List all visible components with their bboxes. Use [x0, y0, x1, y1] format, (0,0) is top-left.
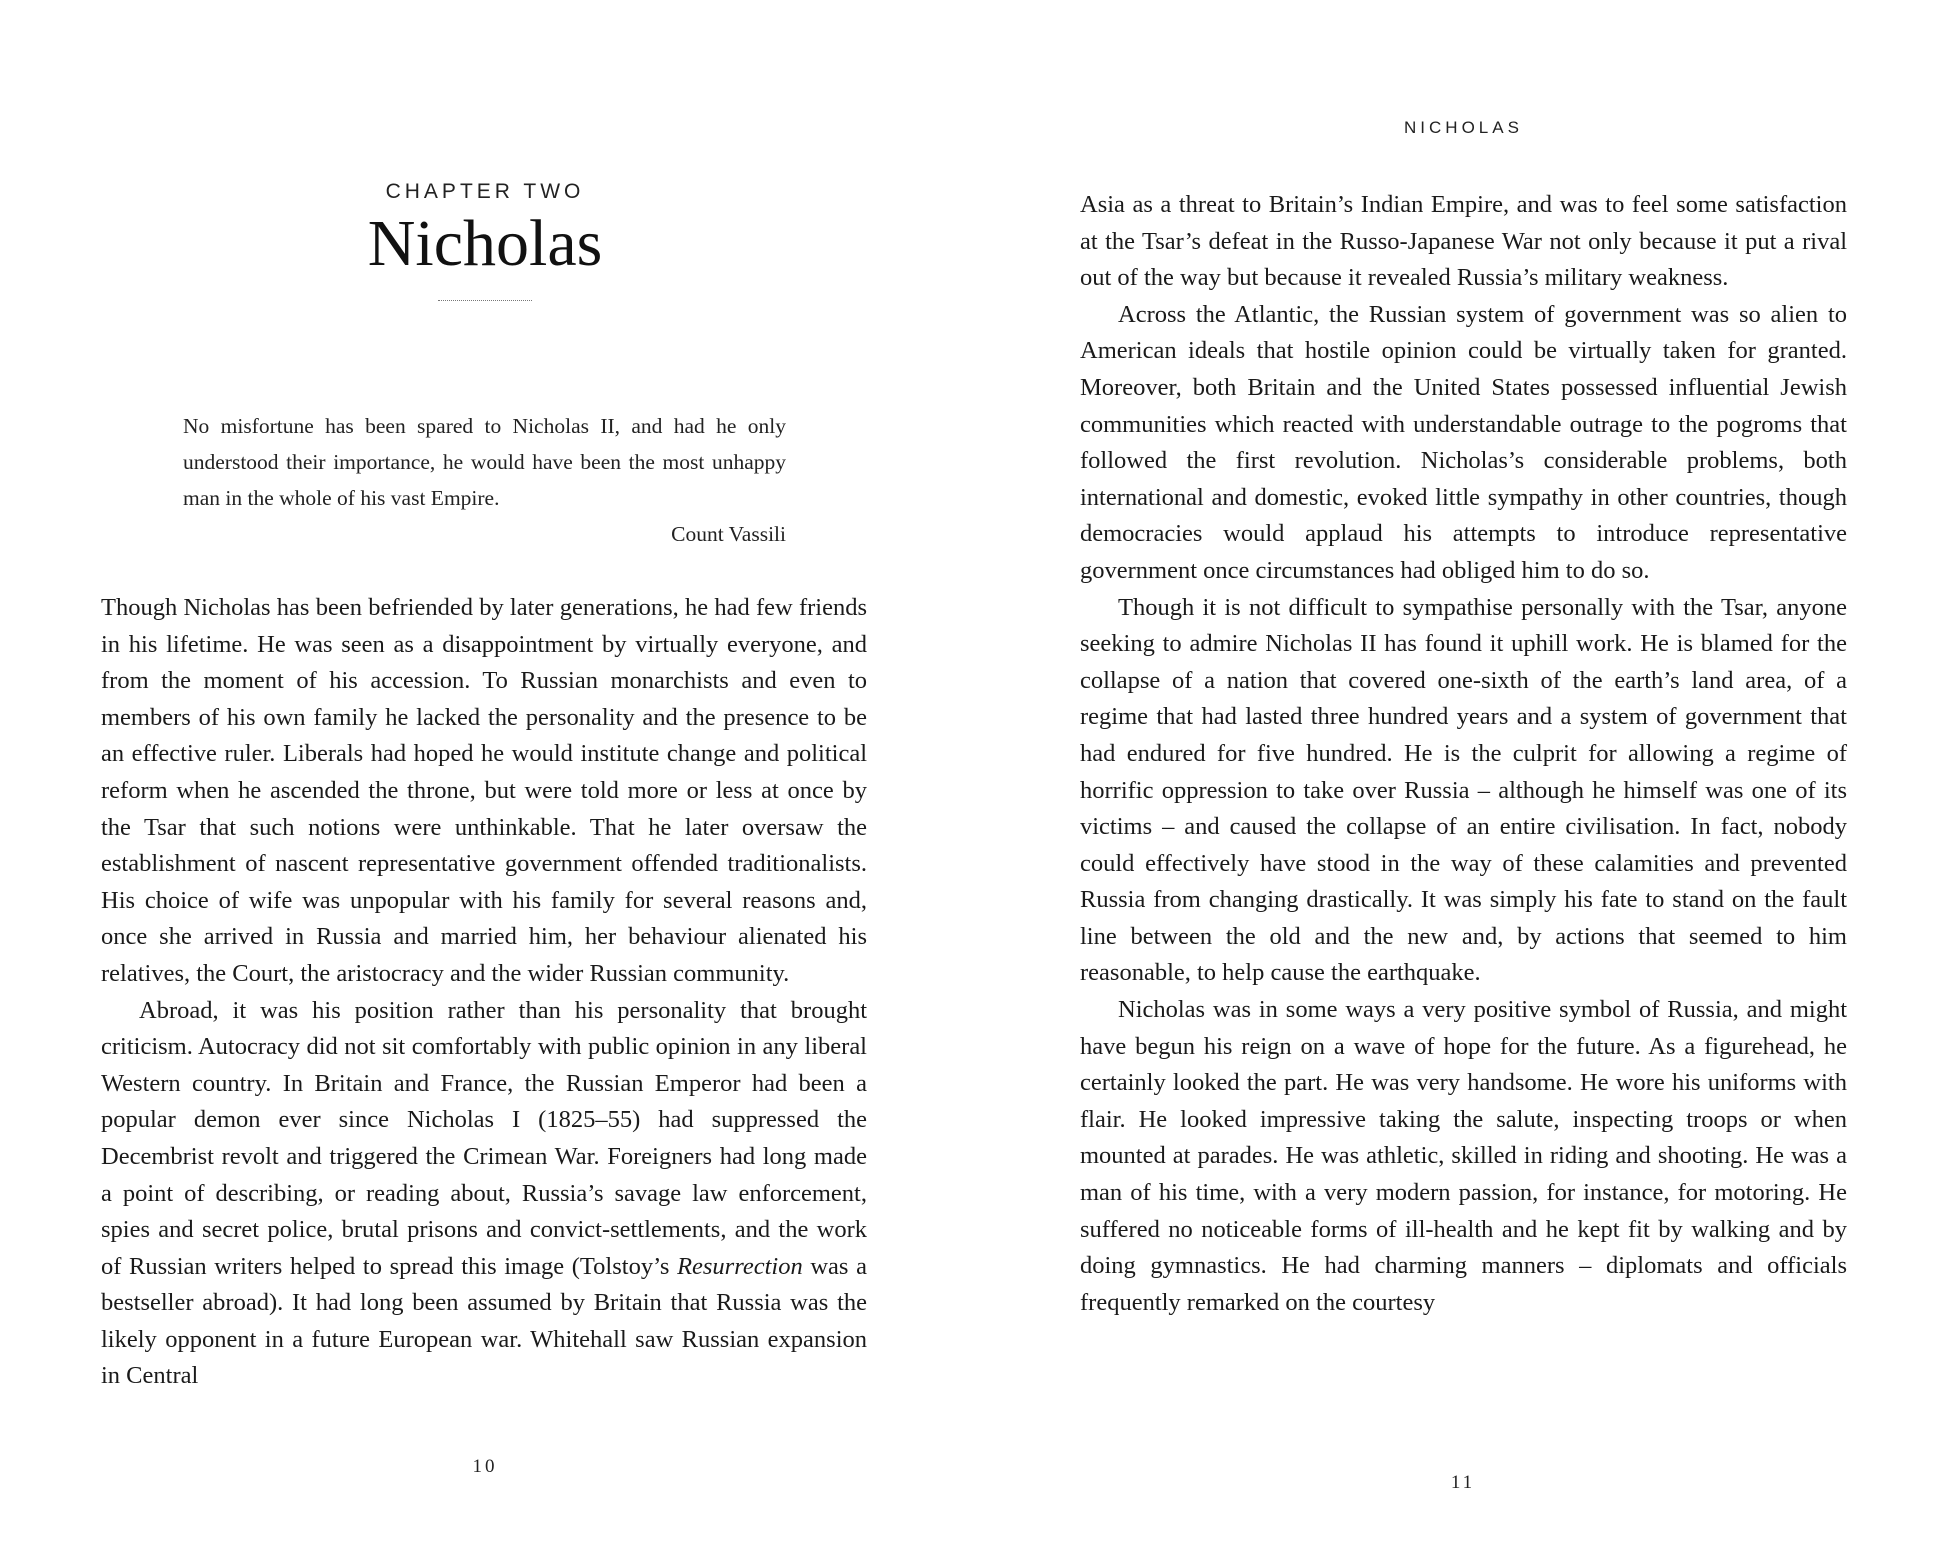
- page-number: 11: [1450, 1472, 1476, 1493]
- paragraph: Asia as a threat to Britain’s Indian Empire, and was to feel some satisfaction at the Tsar’s defeat in the Russo-Japanese War not only because it put a rival out of the way but because it revealed Russia’s military weakness.: [1080, 191, 1847, 292]
- paragraph: Though it is not difficult to sympathise personally with the Tsar, anyone seeking to admire Nicholas II has found it uphill work. He is blamed for the collapse of a nation that covered one-sixth of the earth’s land area, of a regime that had lasted three hundred years and a system of government that had endured for five hundred. He is the culprit for allowing a regime of horrific oppression to take over Russia – although he himself was one of its victims – and caused the collapse of an entire civilisation. In fact, nobody could effectively have stood in the way of these calamities and prevented Russia from changing drastically. It was simply his fate to stand on the fault line between the old and the new and, by actions that seemed to him reasonable, to help cause the earthquake.: [1080, 593, 1847, 987]
- paragraph: Though Nicholas has been befriended by later generations, he had few friends in his lifetime. He was seen as a disappointment by virtually everyone, and from the moment of his accession. To Russian monarchists and even to members of his own family he lacked the personality and the presence to be an effective ruler. Liberals had hoped he would institute change and political reform when he ascended the throne, but were told more or less at once by the Tsar that such notions were unthinkable. That he later oversaw the establishment of nascent representative government offended traditionalists. His choice of wife was unpopular with his family for several reasons and, once she arrived in Russia and married him, her behaviour alienated his relatives, the Court, the aristocracy and the wider Russian community.: [101, 594, 867, 987]
- epigraph-attribution: Count Vassili: [671, 522, 786, 546]
- right-body-text: [1080, 187, 1847, 1321]
- right-page: [969, 0, 1938, 1558]
- paragraph-text: was a bestseller abroad). It had long been assumed by Britain that Russia was the likely opponent in a future European war. Whitehall saw Russian expansion in Central: [101, 1252, 867, 1390]
- chapter-label: CHAPTER TWO: [385, 180, 585, 203]
- left-body-text: [101, 590, 867, 1395]
- book-title-italic: Resurrection: [677, 1252, 803, 1280]
- paragraph: [101, 993, 867, 1396]
- epigraph-quote: No misfortune has been spared to Nicholas II, and had he only understood their importance, he would have been the most unhappy man in the whole of his vast Empire.: [183, 414, 786, 510]
- paragraph: Across the Atlantic, the Russian system of government was so alien to American ideals that hostile opinion could be virtually taken for granted. Moreover, both Britain and the United States possessed influential Jewish communities which reacted with understandable outrage to the pogroms that followed the first revolution. Nicholas’s considerable problems, both international and domestic, evoked little sympathy in other countries, though democracies would applaud his attempts to introduce representative government once circumstances had obliged him to do so.: [1080, 300, 1847, 584]
- paragraph: Nicholas was in some ways a very positive symbol of Russia, and might have begun his reign on a wave of hope for the future. As a figurehead, he certainly looked the part. He was very handsome. He wore his uniforms with flair. He looked impressive taking the salute, inspecting troops or when mounted at parades. He was athletic, skilled in riding and shooting. He was a man of his time, with a very modern passion, for instance, for motoring. He suffered no noticeable forms of ill-health and he kept fit by walking and by doing gymnastics. He had charming manners – diplomats and officials frequently remarked on the courtesy: [1080, 996, 1847, 1316]
- chapter-title: Nicholas: [367, 207, 603, 280]
- epigraph: [183, 408, 786, 552]
- running-head: NICHOLAS: [1404, 118, 1523, 137]
- page-number: 10: [472, 1456, 498, 1477]
- paragraph-text: Abroad, it was his position rather than his personality that brought criticism. Autocracy did not sit comfortably with public opinion in any liberal Western country. In Britain and France, the Russian Emperor had been a popular demon ever since Nicholas I (1825–55) had suppressed the Decembrist revolt and triggered the Crimean War. Foreigners had long made a point of describing, or reading about, Russia’s savage law enforcement, spies and secret police, brutal prisons and convict-settlements, and the work of Russian writers helped to spread this image (Tolstoy’s: [101, 996, 867, 1280]
- title-divider: [438, 300, 532, 301]
